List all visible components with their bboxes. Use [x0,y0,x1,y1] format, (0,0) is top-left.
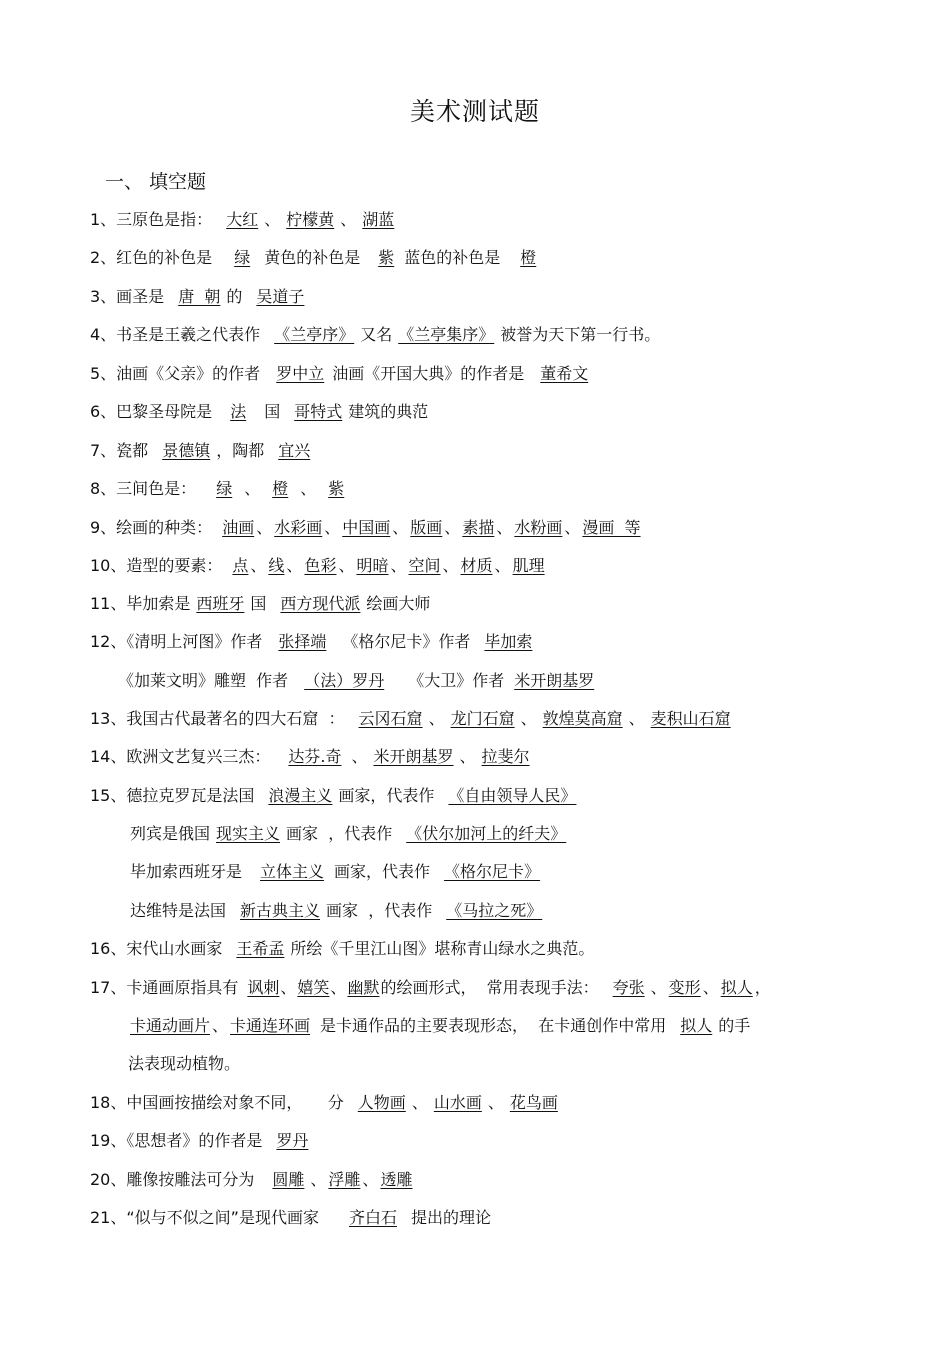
answer: 花鸟画 [509,1093,558,1112]
answer: 大红 [226,210,259,229]
separator: 、 [650,978,667,997]
answer: 《兰亭集序》 [398,325,495,344]
question-text: 20、雕像按雕法可分为 [90,1170,255,1189]
separator: 、 [264,210,281,229]
answer: 拟人 [720,978,753,997]
question-11 [90,593,430,615]
answer: 透雕 [380,1170,413,1189]
question-text: 蓝色的补色是 [404,248,501,267]
question-text: 18、中国画按描绘对象不同， 分 [90,1093,344,1112]
separator: 、 [411,1093,428,1112]
question-21 [90,1207,491,1229]
separator: 、 [628,709,645,728]
question-14 [90,746,536,768]
answer: 立体主义 [260,862,325,881]
question-text: 17、卡通画原指具有 [90,978,239,997]
answer: 景德镇 [162,441,211,460]
answer: 拟人 [680,1016,713,1035]
answer: 空间 [408,556,441,575]
question-17-line-2 [128,1015,750,1037]
question-text: 又名 [360,325,393,344]
answer: 敦煌莫高窟 [542,709,623,728]
question-5 [90,363,596,385]
answer: 西班牙 [196,594,245,613]
question-text: 11、毕加索是 [90,594,191,613]
answer: 山水画 [433,1093,482,1112]
answer: 素描 [462,518,495,537]
answer: 绿 [234,248,251,267]
answer: 新古典主义 [240,901,321,920]
separator: 、 [244,479,261,498]
question-text: 是卡通作品的主要表现形态， 在卡通创作中常用 [320,1016,667,1035]
answer: 卡通动画片 [130,1016,211,1035]
answer: 罗丹 [276,1131,309,1150]
answer: 哥特式 [294,402,343,421]
answer: 版画 [410,518,443,537]
separator: 、 [487,1093,504,1112]
answer: 中国画 [342,518,391,537]
answer: 现实主义 [216,824,281,843]
question-text: 被誉为天下第一行书。 [500,325,661,344]
answer: 《马拉之死》 [446,901,543,920]
answer: 《伏尔加河上的纤夫》 [406,824,567,843]
answer: 水彩画 [274,518,323,537]
question-text: 国 [264,402,281,421]
separator: 、 [444,518,461,537]
answer: 柠檬黄 [286,210,335,229]
separator: 、 [392,518,409,537]
answer: 董希文 [540,364,589,383]
answer: 绿 [216,479,233,498]
question-text: 的手 [718,1016,751,1035]
question-17-line-3 [128,1053,240,1075]
question-text: 国 [250,594,267,613]
question-text: 14、欧洲文艺复兴三杰： [90,747,271,766]
question-text: 画家 ，代表作 [326,901,433,920]
answer: 麦积山石窟 [650,709,731,728]
answer: 漫画 等 [582,518,641,537]
question-text: 画家 ，代表作 [286,824,393,843]
question-text: 《格尔尼卡》作者 [342,632,471,651]
question-text: 21、“似与不似之间”是现代画家 [90,1208,319,1227]
answer: 吴道子 [256,287,305,306]
question-text: 毕加索西班牙是 [130,862,243,881]
separator: 、 [280,978,297,997]
separator: 、 [300,479,317,498]
question-text: 12、《清明上河图》作者 [90,632,263,651]
question-text: 16、宋代山水画家 [90,939,223,958]
question-15-line-2 [130,823,572,845]
question-2 [90,247,548,269]
question-20 [90,1169,418,1191]
section-heading: 一、 填空题 [105,171,207,193]
answer: 宜兴 [278,441,311,460]
question-text: 建筑的典范 [348,402,429,421]
question-12 [90,631,538,653]
answer: 罗中立 [276,364,325,383]
answer: 讽刺 [247,978,280,997]
answer: 紫 [328,479,345,498]
question-text: 所绘《千里江山图》堪称青山绿水之典范。 [290,939,595,958]
answer: 橙 [520,248,537,267]
question-text: 9、绘画的种类： [90,518,213,537]
answer: 紫 [378,248,395,267]
separator: 、 [362,1170,379,1189]
answer: 王希孟 [236,939,285,958]
answer: 卡通连环画 [230,1016,311,1035]
answer: 线 [268,556,285,575]
question-text: 的 [226,287,243,306]
question-15-line-3 [130,861,546,883]
separator: 、 [442,556,459,575]
question-text: 《加莱文明》雕塑 作者 [118,671,289,690]
question-text: 法表现动植物。 [128,1054,241,1073]
answer: 米开朗基罗 [373,747,454,766]
question-text: 油画《开国大典》的作者是 [332,364,525,383]
separator: 、 [250,556,267,575]
question-16 [90,938,594,960]
separator: 、 [494,556,511,575]
answer: 嬉笑 [297,978,330,997]
question-text: 2、红色的补色是 [90,248,213,267]
separator: ， [754,978,771,997]
separator: 、 [212,1016,229,1035]
answer: 幽默 [347,978,380,997]
question-13 [90,708,737,730]
answer: 毕加索 [484,632,533,651]
separator: 、 [351,747,368,766]
question-text: 10、造型的要素： [90,556,223,575]
question-text: ，陶都 [216,441,265,460]
answer: 色彩 [304,556,337,575]
separator: 、 [564,518,581,537]
separator: 、 [702,978,719,997]
answer: 法 [230,402,247,421]
answer: 《兰亭序》 [274,325,355,344]
answer: 橙 [272,479,289,498]
question-text: 7、瓷都 [90,441,149,460]
question-text: 绘画大师 [366,594,431,613]
answer: 材质 [460,556,493,575]
question-text: 1、三原色是指： [90,210,213,229]
answer: 肌理 [512,556,545,575]
separator: 、 [256,518,273,537]
question-text: 15、德拉克罗瓦是法国 [90,786,255,805]
separator: 、 [428,709,445,728]
answer: 《自由领导人民》 [448,786,577,805]
question-text: 3、画圣是 [90,287,165,306]
question-text: 提出的理论 [410,1208,491,1227]
answer: 唐 朝 [178,287,221,306]
question-text: 8、三间色是： [90,479,197,498]
question-18 [90,1092,564,1114]
answer: 水粉画 [514,518,563,537]
separator: 、 [520,709,537,728]
answer: 变形 [668,978,701,997]
question-text: 《大卫》作者 [408,671,505,690]
question-12-continued [118,670,596,692]
question-7 [90,440,316,462]
separator: 、 [340,210,357,229]
answer: 龙门石窟 [450,709,515,728]
question-text: 画家，代表作 [338,786,435,805]
answer: 拉斐尔 [481,747,530,766]
separator: 、 [338,556,355,575]
answer: 云冈石窟 [358,709,423,728]
separator: 、 [324,518,341,537]
answer: 湖蓝 [362,210,395,229]
separator: 、 [310,1170,327,1189]
separator: 、 [459,747,476,766]
answer: 夸张 [612,978,645,997]
question-1 [90,209,400,231]
answer: 油画 [222,518,255,537]
question-10 [90,555,547,577]
question-text: 达维特是法国 [130,901,227,920]
question-text: 列宾是俄国 [130,824,211,843]
answer: 米开朗基罗 [514,671,595,690]
answer: 达芬.奇 [288,747,342,766]
separator: 、 [390,556,407,575]
question-8 [90,478,356,500]
question-19 [90,1130,314,1152]
answer: 西方现代派 [280,594,361,613]
question-text: 5、油画《父亲》的作者 [90,364,261,383]
question-text: 的绘画形式， 常用表现手法： [380,978,599,997]
question-6 [90,401,428,423]
question-text: 黄色的补色是 [264,248,361,267]
question-4 [90,324,660,346]
answer: 齐白石 [348,1208,397,1227]
answer: 《格尔尼卡》 [444,862,541,881]
separator: 、 [330,978,347,997]
question-15 [90,785,582,807]
page-title: 美术测试题 [409,97,540,126]
question-text: 4、书圣是王羲之代表作 [90,325,261,344]
question-9 [90,517,643,539]
answer: （法）罗丹 [304,671,385,690]
question-text: 13、我国古代最著名的四大石窟 ： [90,709,345,728]
question-3 [90,286,310,308]
separator: 、 [286,556,303,575]
answer: 明暗 [356,556,389,575]
answer: 张择端 [278,632,327,651]
question-15-line-4 [130,900,548,922]
answer: 浮雕 [328,1170,361,1189]
answer: 浪漫主义 [268,786,333,805]
answer: 圆雕 [272,1170,305,1189]
question-text: 19、《思想者》的作者是 [90,1131,263,1150]
answer: 人物画 [357,1093,406,1112]
question-text: 6、巴黎圣母院是 [90,402,213,421]
question-17 [90,977,771,999]
separator: 、 [496,518,513,537]
answer: 点 [232,556,249,575]
question-text: 画家，代表作 [334,862,431,881]
